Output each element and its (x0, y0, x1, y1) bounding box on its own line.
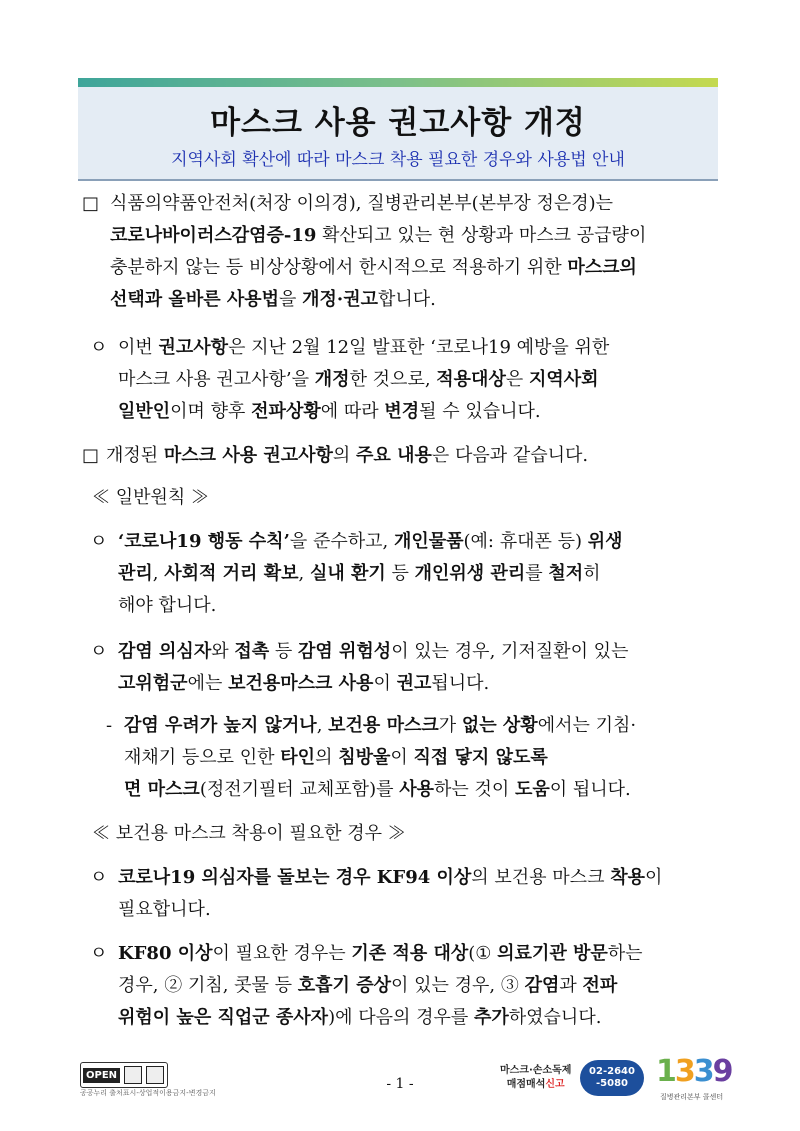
header-accent-bar (78, 78, 718, 87)
page-title: 마스크 사용 권고사항 개정 (210, 105, 586, 141)
p4-line-3: 해야 합니다. (118, 595, 217, 616)
p2-line-1: 이번 권고사항은 지난 2월 12일 발표한 ‘코로나19 예방을 위한 (118, 337, 610, 358)
circle-bullet: ㅇ (90, 531, 108, 552)
p6-line-1: 감염 우려가 높지 않거나, 보건용 마스크가 없는 상황에서는 기침· (124, 715, 637, 736)
license-caption: 공공누리 출처표시-상업적이용금지-변경금지 (80, 1089, 216, 1097)
paragraph-7 (118, 862, 720, 926)
paragraph-8 (118, 938, 720, 1034)
p2-line-3: 일반인이며 향후 전파상황에 따라 변경될 수 있습니다. (118, 401, 541, 422)
paragraph-5 (118, 636, 720, 700)
p5-line-2: 고위험군에는 보건용마스크 사용이 권고됩니다. (118, 673, 490, 694)
dash-bullet: - (106, 715, 113, 736)
p1-line-4: 선택과 올바른 사용법을 개정·권고합니다. (110, 289, 436, 310)
circle-bullet: ㅇ (90, 337, 108, 358)
open-label: OPEN (83, 1068, 120, 1083)
square-bullet: □ (82, 193, 100, 214)
paragraph-1 (110, 188, 720, 316)
hoarding-report-label: 마스크·손소독제 매점매석신고 (500, 1065, 572, 1090)
p7-line-2: 필요합니다. (118, 899, 211, 920)
header-box (78, 87, 718, 181)
section-heading-kf-mask: ≪ 보건용 마스크 착용이 필요한 경우 ≫ (92, 823, 406, 844)
p5-line-1: 감염 의심자와 접촉 등 감염 위험성이 있는 경우, 기저질환이 있는 (118, 641, 629, 662)
p8-line-1: KF80 이상이 필요한 경우는 기존 적용 대상(① 의료기관 방문하는 (118, 943, 643, 964)
p8-line-3: 위험이 높은 직업군 종사자)에 다음의 경우를 추가하였습니다. (118, 1007, 602, 1028)
p1-line-2: 코로나바이러스감염증-19 확산되고 있는 현 상황과 마스크 공급량이 (110, 225, 647, 246)
footer (0, 1050, 800, 1120)
paragraph-3 (106, 440, 718, 472)
circle-bullet: ㅇ (90, 641, 108, 662)
p7-line-1: 코로나19 의심자를 돌보는 경우 KF94 이상의 보건용 마스크 착용이 (118, 867, 663, 888)
p6-line-2: 재채기 등으로 인한 타인의 침방울이 직접 닿지 않도록 (124, 747, 548, 768)
paragraph-4 (118, 526, 720, 622)
paragraph-2 (118, 332, 720, 428)
p4-line-1: ‘코로나19 행동 수칙’을 준수하고, 개인물품(예: 휴대폰 등) 위생 (118, 531, 623, 552)
square-bullet: □ (82, 445, 100, 466)
page-number: - 1 - (386, 1076, 414, 1092)
page-subtitle: 지역사회 확산에 따라 마스크 착용 필요한 경우와 사용법 안내 (171, 150, 625, 170)
logo-caption: 질병관리본부 콜센터 (660, 1093, 724, 1101)
report-phone-icon: 02-2640 -5080 (580, 1060, 644, 1096)
paragraph-6 (124, 710, 720, 806)
p8-line-2: 경우, ② 기침, 콧물 등 호흡기 증상이 있는 경우, ③ 감염과 전파 (118, 975, 618, 996)
p6-line-3: 면 마스크(정전기필터 교체포함)를 사용하는 것이 도움이 됩니다. (124, 779, 631, 800)
p4-line-2: 관리, 사회적 거리 확보, 실내 환기 등 개인위생 관리를 철저히 (118, 563, 601, 584)
p1-line-3: 충분하지 않는 등 비상상황에서 한시적으로 적용하기 위한 마스크의 (110, 257, 637, 278)
section-heading-general: ≪ 일반원칙 ≫ (92, 487, 210, 508)
p2-line-2: 마스크 사용 권고사항’을 개정한 것으로, 적용대상은 지역사회 (118, 369, 599, 390)
circle-bullet: ㅇ (90, 943, 108, 964)
kcdc-1339-logo: 1339 (656, 1054, 732, 1089)
p3-line-1: 개정된 마스크 사용 권고사항의 주요 내용은 다음과 같습니다. (106, 445, 589, 466)
circle-bullet: ㅇ (90, 867, 108, 888)
p1-line-1: 식품의약품안전처(처장 이의경), 질병관리본부(본부장 정은경)는 (110, 193, 614, 214)
